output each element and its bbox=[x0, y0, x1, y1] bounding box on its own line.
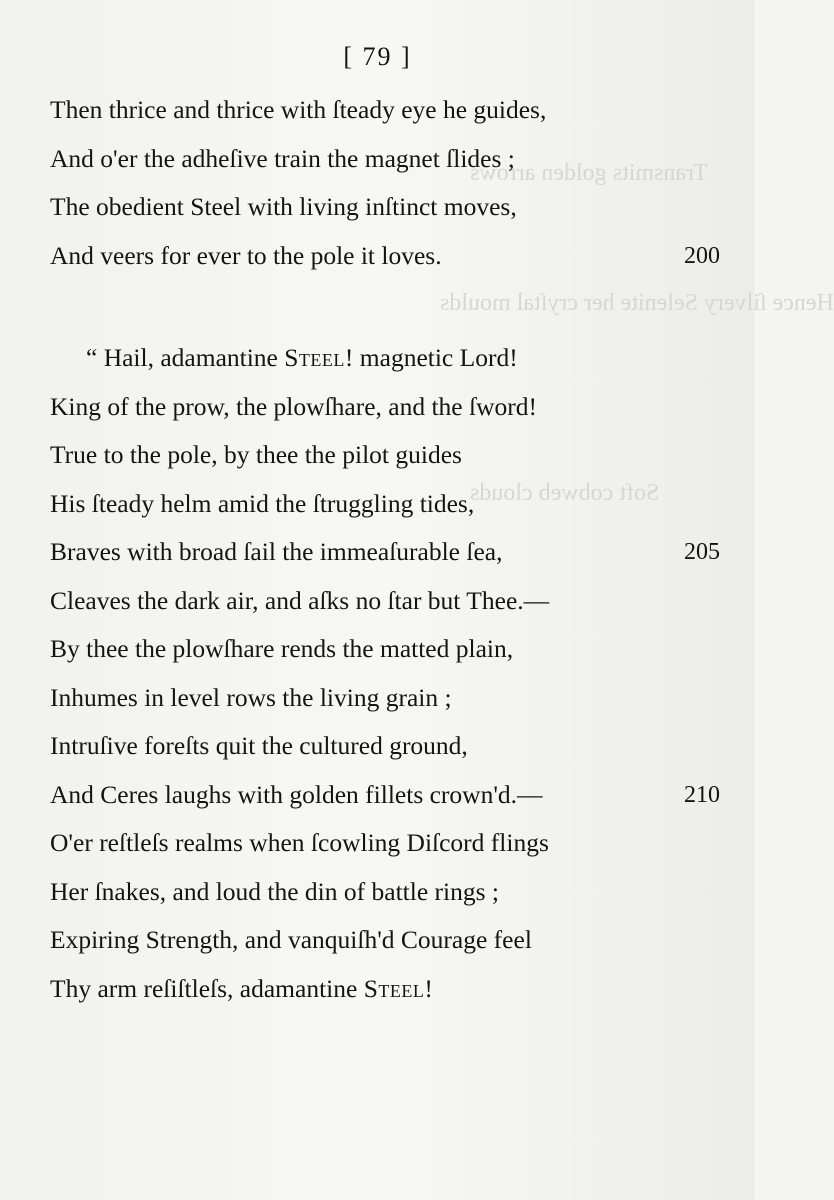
line-number: 205 bbox=[684, 539, 720, 565]
line-fragment: And Ceres laughs with golden fillets crown'd.— bbox=[50, 779, 543, 809]
stanza-2 bbox=[50, 334, 720, 1013]
poem-line bbox=[50, 480, 720, 529]
poem-line-text bbox=[50, 95, 546, 124]
line-fragment: Inhumes in level rows the living grain ; bbox=[50, 682, 452, 712]
poem-line-text bbox=[50, 343, 518, 372]
line-fragment: Braves with broad ſail the immeaſurable ſea, bbox=[50, 537, 503, 566]
poem-line bbox=[50, 722, 720, 771]
line-fragment: King of the prow, the plowſhare, and the ſword! bbox=[50, 391, 537, 421]
poem-line bbox=[50, 232, 720, 281]
show-through-text: Transmits golden arrows bbox=[470, 160, 708, 186]
small-caps-word: Steel bbox=[284, 343, 345, 372]
stanza-1 bbox=[50, 86, 720, 280]
poem-line-text bbox=[50, 731, 468, 760]
poem-line bbox=[50, 916, 720, 965]
poem-line bbox=[50, 334, 720, 383]
line-fragment: By thee the plowſhare rends the matted plain, bbox=[50, 634, 514, 663]
line-fragment: O'er reſtleſs realms when ſcowling Diſcord flings bbox=[50, 828, 549, 857]
show-through-text: Hence ſilvery Selenite her cryſtal moulds bbox=[440, 290, 834, 316]
poem-line bbox=[50, 771, 720, 820]
poem-line bbox=[50, 674, 720, 723]
line-fragment: Expiring Strength, and vanquiſh'd Courage feel bbox=[50, 925, 532, 954]
poem-line-text bbox=[50, 780, 543, 809]
poem-line bbox=[50, 868, 720, 917]
line-fragment: Cleaves the dark air, and aſks no ſtar but Thee.— bbox=[50, 585, 550, 615]
poem-line bbox=[50, 528, 720, 577]
line-fragment: Then thrice and thrice with ſteady eye he guides, bbox=[50, 95, 547, 124]
poem-line-text bbox=[50, 489, 474, 518]
line-fragment: And o'er the adheſive train the magnet ſlides ; bbox=[50, 143, 515, 173]
small-caps-word: Steel bbox=[363, 973, 425, 1003]
poem-line-text bbox=[50, 192, 517, 221]
poem-line bbox=[50, 819, 720, 868]
poem-line-text bbox=[50, 392, 537, 421]
line-fragment: Thy arm reſiſtleſs, adamantine bbox=[50, 973, 364, 1003]
line-fragment: The obedient Steel with living inſtinct moves, bbox=[50, 192, 517, 221]
poem-line bbox=[50, 625, 720, 674]
line-fragment: His ſteady helm amid the ſtruggling tides, bbox=[50, 488, 475, 518]
show-through-text: Soft cobweb clouds bbox=[470, 480, 660, 506]
poem-line-text bbox=[50, 683, 452, 712]
poem-line-text bbox=[50, 586, 549, 615]
poem-line-text bbox=[50, 241, 442, 270]
poem-line-text bbox=[50, 634, 513, 663]
poem-line bbox=[50, 86, 720, 135]
poem-line bbox=[50, 965, 720, 1014]
poem-line-text bbox=[50, 877, 499, 906]
poem-line-text bbox=[50, 974, 433, 1003]
poem-line-text bbox=[50, 828, 549, 857]
poem-line bbox=[50, 577, 720, 626]
poem-line bbox=[50, 383, 720, 432]
line-number: 200 bbox=[684, 242, 720, 269]
line-fragment: “ Hail, adamantine bbox=[86, 343, 285, 372]
line-number: 210 bbox=[684, 781, 720, 808]
poem-line bbox=[50, 135, 720, 184]
poem-line bbox=[50, 183, 720, 232]
line-fragment: Intruſive foreſts quit the cultured ground, bbox=[50, 731, 468, 760]
page-number: [ 79 ] bbox=[343, 42, 412, 71]
poem-line-text bbox=[50, 144, 515, 173]
line-fragment: ! magnetic Lord! bbox=[344, 343, 518, 372]
poem-line-text bbox=[50, 925, 532, 954]
poem-line-text bbox=[50, 537, 502, 566]
poem-line bbox=[50, 431, 720, 480]
line-fragment: And veers for ever to the pole it loves. bbox=[50, 240, 442, 270]
line-fragment: True to the pole, by thee the pilot guides bbox=[50, 440, 462, 469]
poem-line-text bbox=[50, 440, 462, 469]
line-fragment: ! bbox=[424, 973, 433, 1003]
line-fragment: Her ſnakes, and loud the din of battle rings ; bbox=[50, 876, 499, 906]
